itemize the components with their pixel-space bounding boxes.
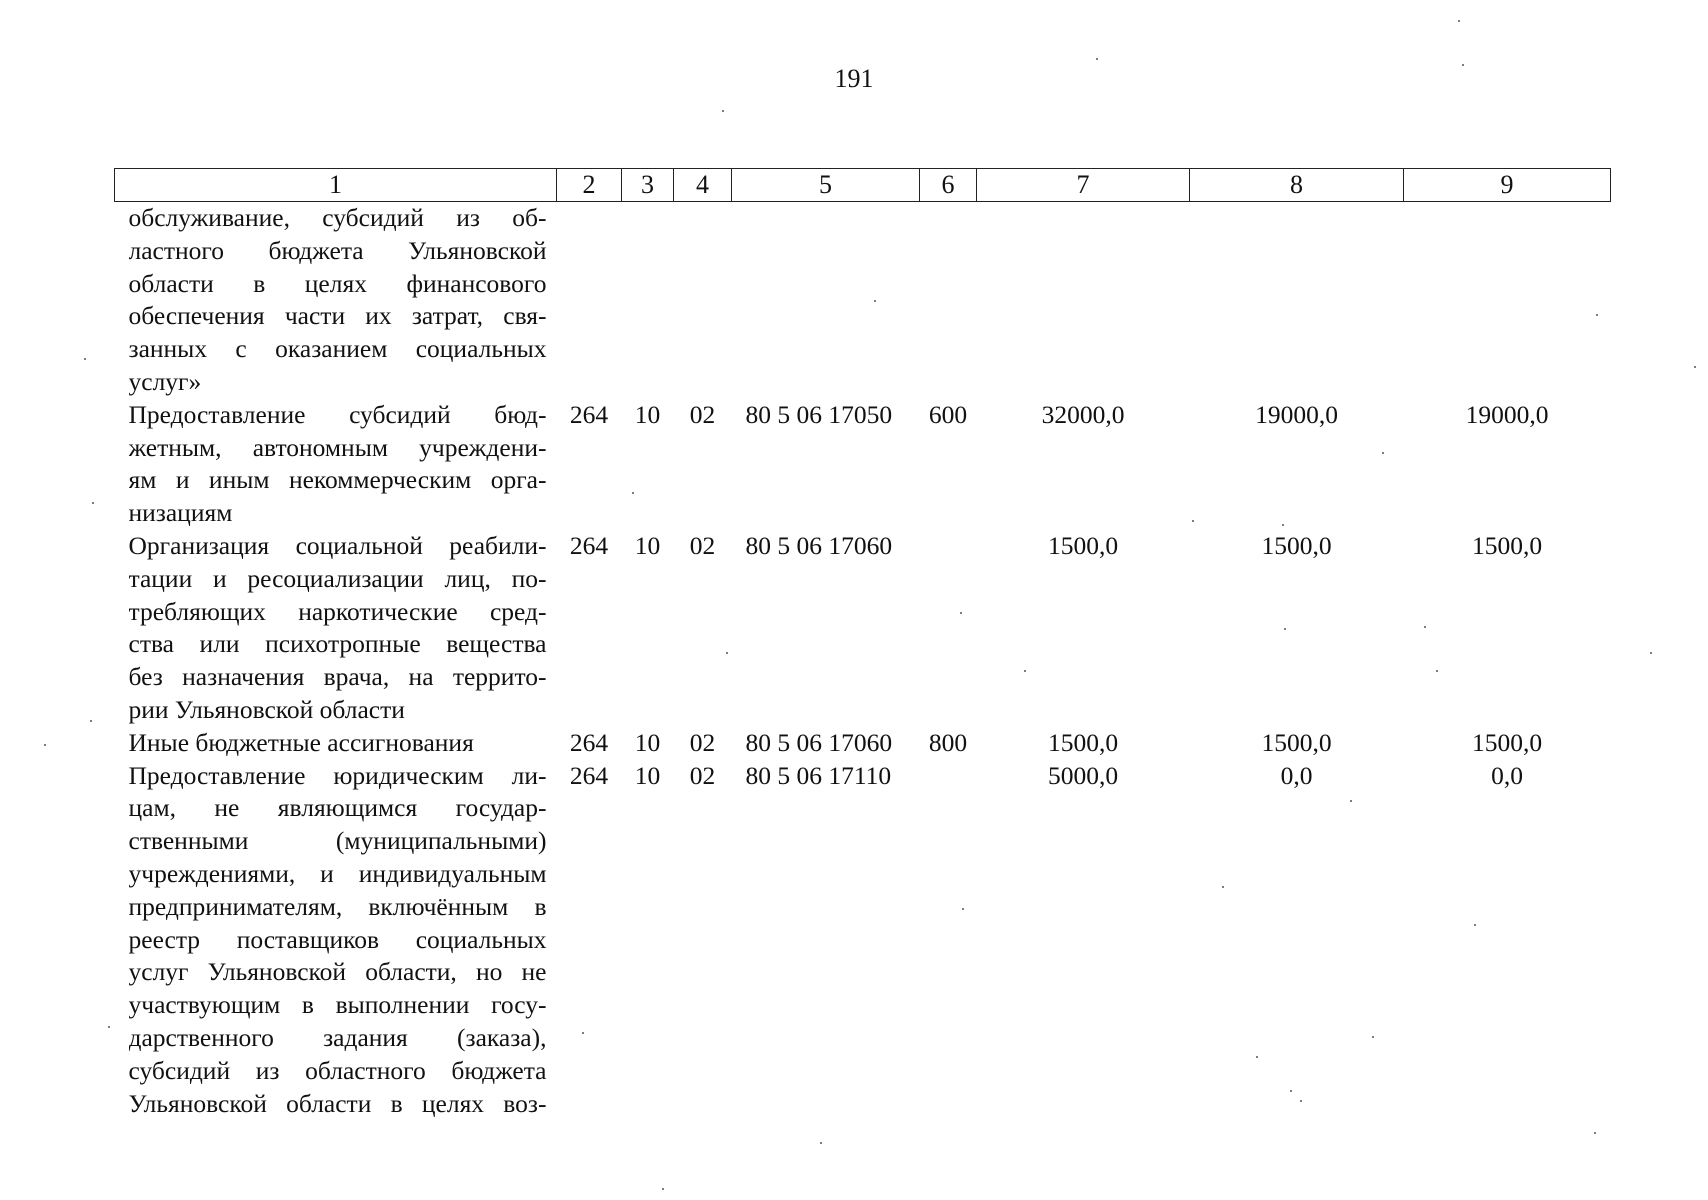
scan-speck (1284, 628, 1286, 630)
scan-speck (960, 612, 962, 614)
cell-col7: 1500,0 (1047, 530, 1119, 560)
column-header-6: 6 (920, 169, 977, 202)
cell-col9 (1404, 202, 1611, 399)
scan-speck (1096, 58, 1098, 60)
cell-col2: 264 (569, 760, 609, 790)
column-header-5: 5 (732, 169, 920, 202)
description-line: цам, не являющимся государ- (128, 793, 547, 823)
description-line: ства или психотропные вещества (128, 629, 547, 659)
cell-col5: 80 5 06 17110 (745, 760, 892, 790)
description-line: участвующим в выполнении госу- (128, 990, 547, 1020)
scan-speck (662, 1188, 664, 1190)
description-line: Предоставление субсидий бюд- (128, 399, 547, 429)
description-line: требляющих наркотические сред- (128, 596, 547, 626)
cell-col5 (732, 202, 920, 399)
description-line: области в целях финансового (128, 268, 547, 298)
description-line: низациям (128, 498, 233, 528)
scan-speck (1458, 20, 1460, 22)
cell-col4: 02 (689, 530, 716, 560)
table-row (115, 202, 1611, 399)
cell-col6: 600 (928, 399, 968, 429)
scan-speck (962, 908, 964, 910)
description-line: рии Ульяновской области (128, 694, 405, 724)
scan-speck (1372, 1036, 1374, 1038)
description-line: услуг Ульяновской области, но не (128, 957, 547, 987)
cell-col5: 80 5 06 17060 (745, 727, 893, 757)
description-line: жетным, автономным учреждени- (128, 432, 547, 462)
scan-speck (1222, 886, 1224, 888)
description-line: Иные бюджетные ассигнования (128, 727, 474, 757)
scan-speck (108, 1026, 110, 1028)
cell-col9: 19000,0 (1465, 399, 1549, 429)
column-header-3: 3 (622, 169, 674, 202)
description-line: без назначения врача, на террито- (128, 662, 547, 692)
cell-col6 (920, 202, 977, 399)
table-row (115, 727, 1611, 760)
row-description (115, 399, 557, 530)
scan-speck (726, 652, 728, 654)
cell-col8 (1190, 202, 1404, 399)
scan-speck (1300, 1100, 1302, 1102)
cell-col2: 264 (569, 530, 609, 560)
cell-col2 (557, 202, 622, 399)
cell-col7: 32000,0 (1041, 399, 1125, 429)
description-line: Предоставление юридическим ли- (128, 760, 547, 790)
scan-speck (1694, 366, 1696, 368)
cell-col9: 0,0 (1491, 760, 1523, 790)
column-header-8: 8 (1190, 169, 1404, 202)
row-description (115, 202, 557, 399)
cell-col8: 19000,0 (1255, 399, 1338, 429)
page-number: 191 (834, 64, 874, 93)
scan-speck (1256, 1056, 1258, 1058)
cell-col3: 10 (634, 399, 661, 429)
scan-speck (1024, 670, 1026, 672)
column-header-4: 4 (674, 169, 732, 202)
row-description (115, 760, 557, 1121)
column-header-2: 2 (557, 169, 622, 202)
cell-col4: 02 (689, 399, 716, 429)
cell-col9: 1500,0 (1471, 727, 1543, 757)
cell-col4: 02 (689, 727, 716, 757)
scan-speck (44, 744, 46, 746)
cell-col8: 1500,0 (1261, 727, 1332, 757)
scan-speck (582, 1032, 584, 1034)
scan-speck (92, 502, 94, 504)
scan-speck (1594, 1132, 1596, 1134)
cell-col7: 5000,0 (1047, 760, 1119, 790)
cell-col4 (674, 202, 732, 399)
description-line: ластного бюджета Ульяновской (128, 235, 547, 265)
cell-col6 (920, 760, 977, 1121)
scan-speck (632, 492, 634, 494)
cell-col3 (622, 202, 674, 399)
scan-speck (1596, 314, 1598, 316)
budget-table (114, 168, 1611, 1120)
description-line: тации и ресоциализации лиц, по- (128, 563, 547, 593)
scan-speck (90, 720, 92, 722)
cell-col5: 80 5 06 17050 (745, 399, 893, 429)
description-line: субсидий из областного бюджета (128, 1055, 547, 1085)
description-line: Организация социальной реабили- (128, 530, 547, 560)
scan-speck (1424, 626, 1426, 628)
table-row (115, 399, 1611, 530)
description-line: обслуживание, субсидий из об- (128, 203, 547, 232)
description-line: услуг» (128, 366, 202, 396)
column-header-7: 7 (977, 169, 1190, 202)
description-line: ственными (муниципальными) (128, 826, 547, 856)
description-line: обеспечения части их затрат, свя- (128, 301, 547, 331)
scan-speck (1436, 670, 1438, 672)
description-line: учреждениями, и индивидуальным (128, 858, 547, 888)
table-row (115, 530, 1611, 727)
cell-col7 (977, 202, 1190, 399)
scan-speck (722, 110, 724, 112)
table-row (115, 760, 1611, 1121)
scan-speck (1192, 520, 1194, 522)
cell-col8: 0,0 (1280, 760, 1313, 790)
cell-col4: 02 (689, 760, 716, 790)
cell-col9: 1500,0 (1471, 530, 1543, 560)
cell-col3: 10 (634, 760, 661, 790)
row-description (115, 727, 557, 760)
description-line: ям и иным некоммерческим орга- (128, 465, 547, 495)
scan-speck (1650, 652, 1652, 654)
cell-col5: 80 5 06 17060 (745, 530, 893, 560)
header-row (115, 169, 1611, 202)
description-line: реестр поставщиков социальных (128, 924, 547, 954)
scan-speck (84, 358, 86, 360)
cell-col7: 1500,0 (1047, 727, 1119, 757)
scan-speck (1474, 924, 1476, 926)
row-description (115, 530, 557, 727)
scan-speck (1282, 524, 1284, 526)
cell-col2: 264 (569, 727, 609, 757)
cell-col3: 10 (634, 727, 661, 757)
scan-speck (1350, 800, 1352, 802)
column-header-1: 1 (115, 169, 557, 202)
description-line: предпринимателям, включённым в (128, 891, 547, 921)
cell-col6 (920, 530, 977, 727)
cell-col6: 800 (928, 727, 968, 757)
scan-speck (1462, 64, 1464, 66)
scan-speck (820, 1142, 822, 1144)
description-line: дарственного задания (заказа), (128, 1022, 547, 1052)
scan-speck (1290, 1090, 1292, 1092)
cell-col2: 264 (569, 399, 609, 429)
scan-speck (1382, 452, 1384, 454)
cell-col8: 1500,0 (1261, 530, 1332, 560)
cell-col3: 10 (634, 530, 661, 560)
description-line: Ульяновской области в целях воз- (128, 1088, 547, 1118)
column-header-9: 9 (1404, 169, 1611, 202)
scan-speck (874, 300, 876, 302)
description-line: занных с оказанием социальных (128, 334, 547, 364)
